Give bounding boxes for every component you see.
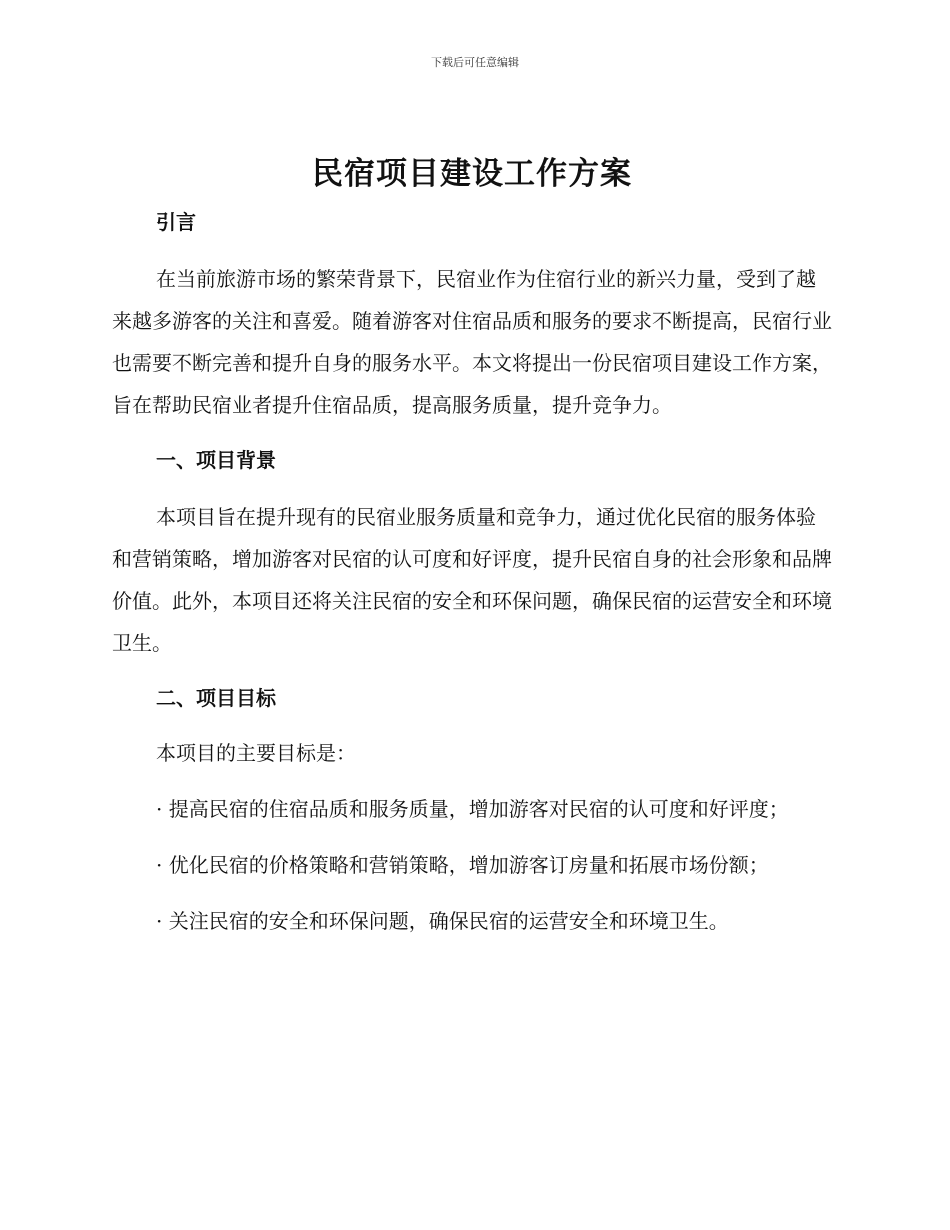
section2-intro: 本项目的主要目标是： xyxy=(156,741,356,765)
intro-heading: 引言 xyxy=(156,210,196,234)
document-body xyxy=(112,146,832,942)
section2-heading: 二、项目目标 xyxy=(156,686,276,710)
bullet-item: · 优化民宿的价格策略和营销策略，增加游客订房量和拓展市场份额； xyxy=(156,853,769,877)
header-note: 下载后可任意编辑 xyxy=(431,56,519,69)
document-title: 民宿项目建设工作方案 xyxy=(312,156,632,192)
bullet-item: · 关注民宿的安全和环保问题，确保民宿的运营安全和环境卫生。 xyxy=(156,909,729,933)
section1-heading: 一、项目背景 xyxy=(156,448,276,472)
section1-paragraph: 本项目旨在提升现有的民宿业服务质量和竞争力，通过优化民宿的服务体验和营销策略，增加游客对民宿的认可度和好评度，提升民宿自身的社会形象和品牌价值。此外，本项目还将关注民宿的安全和环保问题，确保民宿的运营安全和环境卫生。 xyxy=(112,505,832,655)
intro-paragraph: 在当前旅游市场的繁荣背景下，民宿业作为住宿行业的新兴力量，受到了越来越多游客的关注和喜爱。随着游客对住宿品质和服务的要求不断提高，民宿行业也需要不断完善和提升自身的服务水平。本文将提出一份民宿项目建设工作方案，旨在帮助民宿业者提升住宿品质，提高服务质量，提升竞争力。 xyxy=(112,267,832,417)
bullet-item: · 提高民宿的住宿品质和服务质量，增加游客对民宿的认可度和好评度； xyxy=(156,797,789,821)
